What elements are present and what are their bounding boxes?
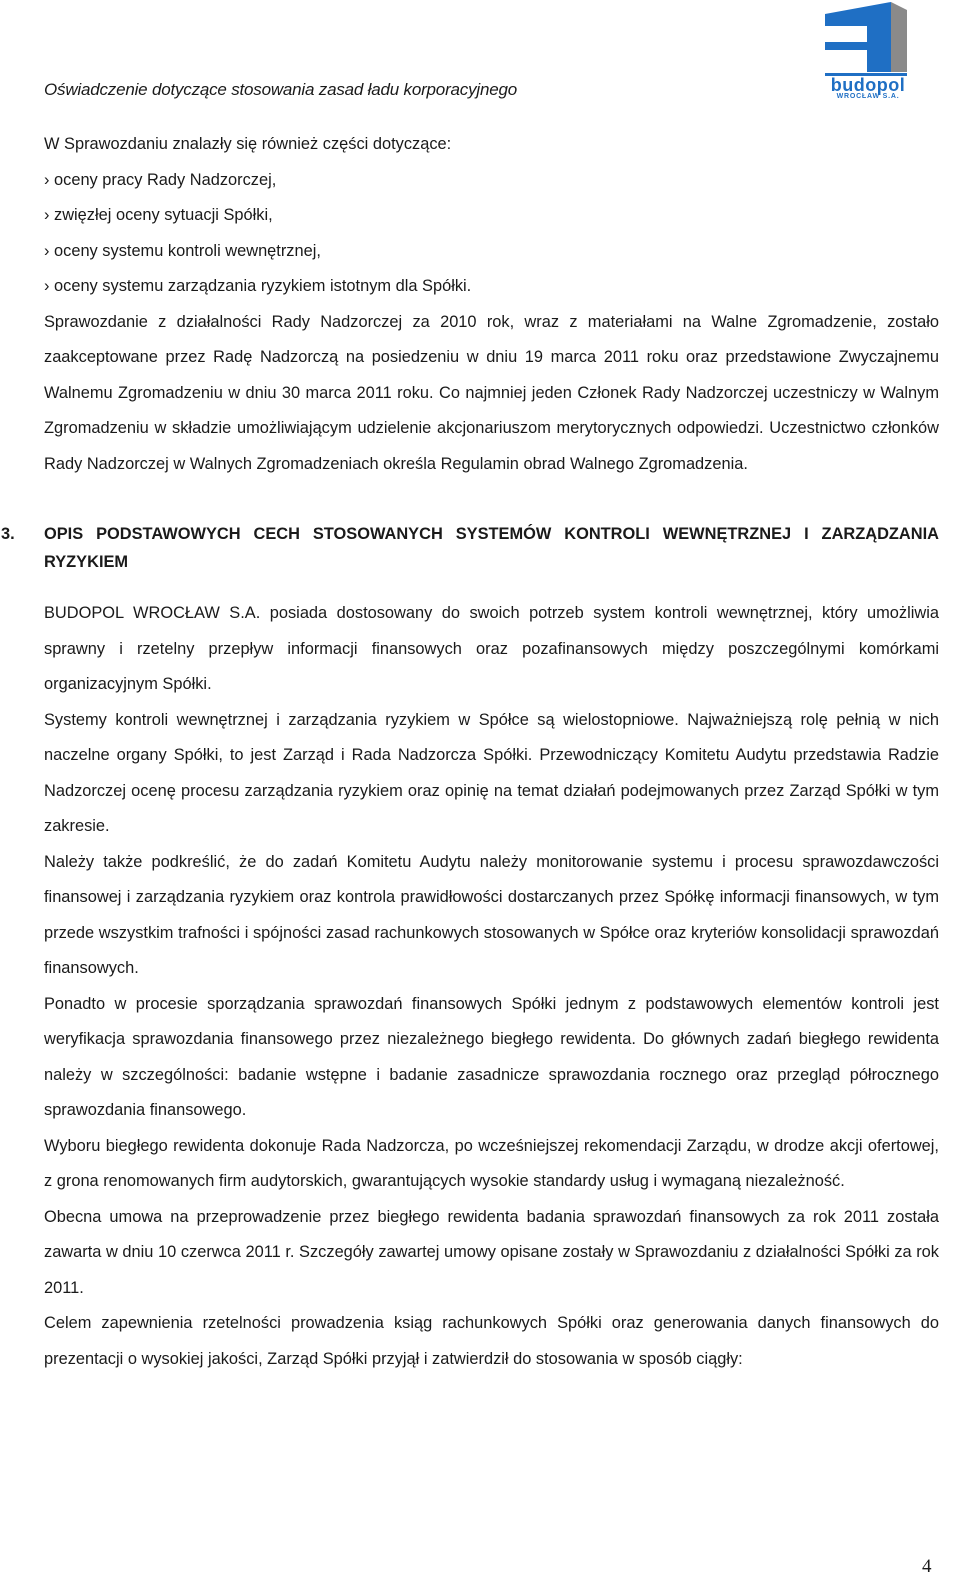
logo-subtitle: WROCŁAW S.A. — [836, 93, 900, 100]
section-number: 3. — [1, 525, 15, 543]
page-number: 4 — [922, 1556, 932, 1577]
paragraph: Ponadto w procesie sporządzania sprawozdań finansowych Spółki jednym z podstawowych elementów kontroli jest weryfikacja sprawozdania finansowego przez niezależnego biegłego rewidenta. Do głównych zadań biegłego rewidenta należy w szczególności: badanie wstępne i badanie zasadnicze sprawozdania rocznego oraz przegląd półrocznego sprawozdania finansowego. — [44, 994, 939, 1119]
paragraph: Celem zapewnienia rzetelności prowadzenia ksiąg rachunkowych Spółki oraz generowania danych finansowych do prezentacji o wysokiej jakości, Zarząd Spółki przyjął i zatwierdził do stosowania w sposób ciągły: — [44, 1314, 939, 1368]
list-item: › zwięzłej oceny sytuacji Spółki, — [44, 206, 273, 224]
list-item: › oceny pracy Rady Nadzorczej, — [44, 170, 277, 189]
document-body — [1, 127, 939, 1377]
building-logo-icon — [823, 2, 913, 78]
paragraph: Wyboru biegłego rewidenta dokonuje Rada Nadzorcza, po wcześniejszej rekomendacji Zarządu, w drodze akcji ofertowej, z grona renomowanych firm audytorskich, gwarantujących wysokie standardy usług i wymaganą niezależność. — [44, 1136, 939, 1190]
paragraph: Sprawozdanie z działalności Rady Nadzorczej za 2010 rok, wraz z materiałami na Walne Zgromadzenie, zostało zaakceptowane przez Radę Nadzorczą na posiedzeniu w dniu 19 marca 2011 roku oraz przedstawione Zwyczajnemu Walnemu Zgromadzeniu w dniu 30 marca 2011 roku. Co najmniej jeden Członek Rady Nadzorczej uczestniczy w Walnym Zgromadzeniu w składzie umożliwiającym udzielenie akcjonariuszom merytorycznych odpowiedzi. Uczestnictwo członków Rady Nadzorczej w Walnych Zgromadzeniach określa Regulamin obrad Walnego Zgromadzenia. — [44, 312, 939, 473]
list-item: › oceny systemu zarządzania ryzykiem istotnym dla Spółki. — [44, 277, 472, 295]
intro-lead: W Sprawozdaniu znalazły się również części dotyczące: — [44, 135, 452, 153]
paragraph: Systemy kontroli wewnętrznej i zarządzania ryzykiem w Spółce są wielostopniowe. Najważniejszą rolę pełnią w nich naczelne organy Spółki, to jest Zarząd i Rada Nadzorcza Spółki. Przewodniczący Komitetu Audytu przedstawia Radzie Nadzorczej ocenę procesu zarządzania ryzykiem oraz opinię na temat działań podejmowanych przez Zarząd Spółki w tym zakresie. — [44, 710, 939, 835]
logo-wordmark: budopol — [830, 75, 906, 95]
section-heading — [0, 520, 939, 576]
intro-list — [44, 163, 939, 305]
paragraph: Należy także podkreślić, że do zadań Komitetu Audytu należy monitorowanie systemu i procesu sprawozdawczości finansowej i zarządzania ryzykiem oraz kontrola prawidłowości dostarczanych przez Spółkę informacji finansowych, w tym przede wszystkim trafności i spójności zasad rachunkowych stosowanych w Spółce oraz kryteriów konsolidacji sprawozdań finansowych. — [44, 852, 939, 977]
list-item: › oceny systemu kontroli wewnętrznej, — [44, 241, 321, 260]
paragraph: Obecna umowa na przeprowadzenie przez biegłego rewidenta badania sprawozdań finansowych za rok 2011 została zawarta w dniu 10 czerwca 2011 r. Szczegóły zawartej umowy opisane zostały w Sprawozdaniu z działalności Spółki za rok 2011. — [44, 1207, 939, 1297]
section-title: OPIS PODSTAWOWYCH CECH STOSOWANYCH SYSTEMÓW KONTROLI WEWNĘTRZNEJ I ZARZĄDZANIA RYZYKIEM — [44, 525, 939, 571]
paragraph: BUDOPOL WROCŁAW S.A. posiada dostosowany do swoich potrzeb system kontroli wewnętrznej, który umożliwia sprawny i rzetelny przepływ informacji finansowych oraz pozafinansowych między poszczególnymi komórkami organizacyjnym Spółki. — [44, 604, 939, 693]
page-header-title: Oświadczenie dotyczące stosowania zasad ładu korporacyjnego — [44, 80, 517, 99]
budopol-logo — [823, 2, 913, 100]
